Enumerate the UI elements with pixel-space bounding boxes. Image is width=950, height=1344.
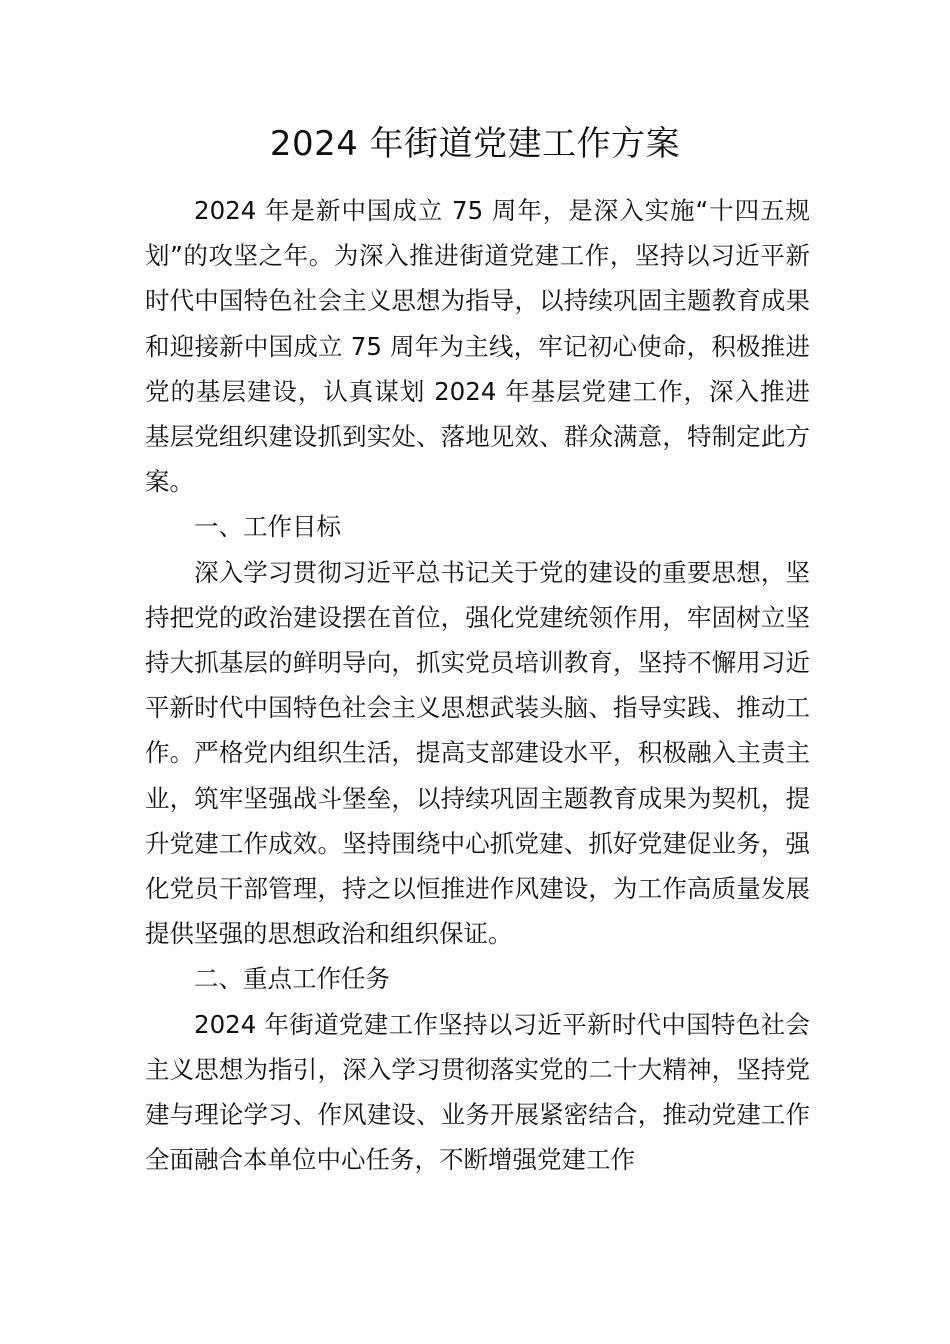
section-heading-goals: 一、工作目标 [194,512,341,542]
section-heading-tasks: 二、重点工作任务 [194,964,390,994]
goals-paragraph: 深入学习贯彻习近平总书记关于党的建设的重要思想，坚持把党的政治建设摆在首位，强化党建统领作用，牢固树立坚持大抓基层的鲜明导向，抓实党员培训教育，坚持不懈用习近平新时代中国特色社会主义思想武装头脑、指导实践、推动工作。严格党内组织生活，提高支部建设水平，积极融入主责主业，筑牢坚强战斗堡垒，以持续巩固主题教育成果为契机，提升党建工作成效。坚持围绕中心抓党建、抓好党建促业务，强化党员干部管理，持之以恒推进作风建设，为工作高质量发展提供坚强的思想政治和组织保证。 [145,557,810,949]
tasks-paragraph: 2024 年街道党建工作坚持以习近平新时代中国特色社会主义思想为指引，深入学习贯彻落实党的二十大精神，坚持党建与理论学习、作风建设、业务开展紧密结合，推动党建工作全面融合本单位中心任务，不断增强党建工作 [145,1009,810,1175]
intro-paragraph: 2024 年是新中国成立 75 周年，是深入实施“十四五规划”的攻坚之年。为深入推进街道党建工作，坚持以习近平新时代中国特色社会主义思想为指导，以持续巩固主题教育成果和迎接新中国成立 75 周年为主线，牢记初心使命，积极推进党的基层建设，认真谋划 2024 年基层党建工作，深入推进基层党组织建设抓到实处、落地见效、群众满意，特制定此方案。 [145,196,810,497]
document-title: 2024 年街道党建工作方案 [269,124,681,164]
document-body [145,188,810,1182]
